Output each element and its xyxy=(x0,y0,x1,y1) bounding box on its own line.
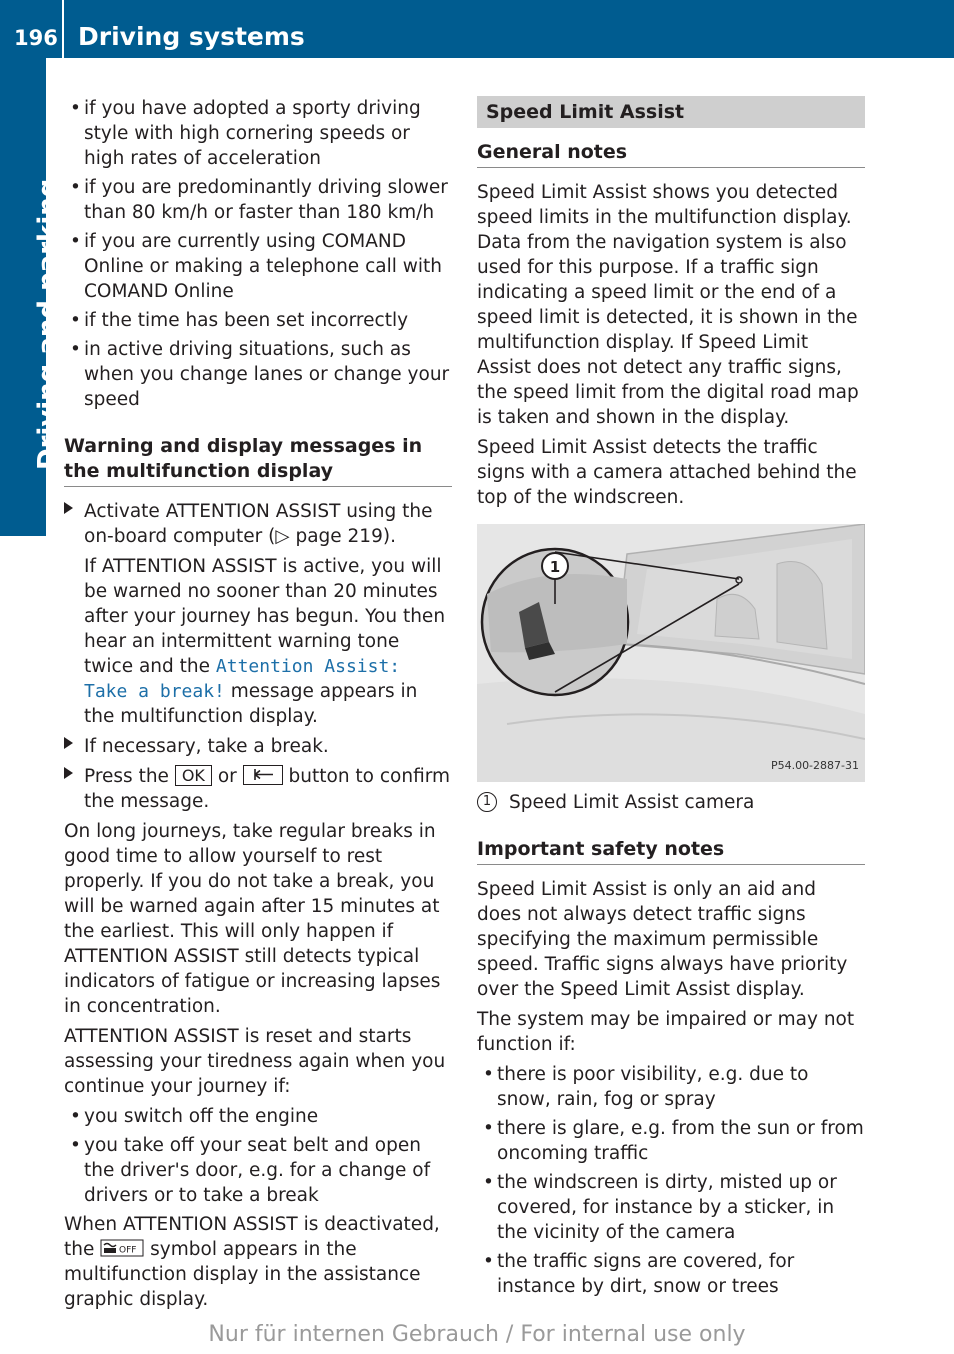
step-arrow-icon xyxy=(64,767,73,779)
list-item: • you take off your seat belt and open the driver's door, e.g. for a change of drivers or to take a break xyxy=(64,1133,452,1208)
figure-caption xyxy=(477,790,865,815)
step-item xyxy=(64,499,452,729)
list-item: • if the time has been set incorrectly xyxy=(64,308,452,333)
warning-heading: Warning and display messages in the multifunction display xyxy=(64,434,452,487)
svg-text:1: 1 xyxy=(549,558,561,576)
general-notes-paragraph: Speed Limit Assist shows you detected speed limits in the multifunction display. Data from the navigation system is also used for this purpose. If a traffic sign indicating a speed limit or the end of a speed limit is detected, it is shown in the multifunction display. If Speed Limit Assist does not detect any traffic signs, the speed limit from the digital road map is taken and shown in the display. xyxy=(477,182,859,428)
step3-before: Press the xyxy=(84,766,169,787)
windscreen-camera-illustration xyxy=(477,524,865,782)
display-message: Attention Assist: Take a break! xyxy=(84,656,401,702)
impairment-paragraph: The system may be impaired or may not function if: xyxy=(477,1009,855,1055)
step-list xyxy=(64,499,452,814)
header-bar xyxy=(0,0,954,58)
svg-text:OFF: OFF xyxy=(119,1245,137,1256)
step-item xyxy=(64,764,452,814)
step-detail xyxy=(84,554,452,729)
list-item: • if you are currently using COMAND Online or making a telephone call with COMAND Online xyxy=(64,229,452,304)
list-item: • in active driving situations, such as when you change lanes or change your speed xyxy=(64,337,452,412)
step-detail-text-after: message appears in the multifunction display. xyxy=(84,681,418,727)
step-detail-text: If ATTENTION ASSIST is active, you will be warned no sooner than 20 minutes after your journey has begun. You then hear an intermittent warning tone twice and the xyxy=(84,556,446,677)
deactivated-text: When ATTENTION ASSIST is deactivated, the xyxy=(64,1214,440,1260)
footer-watermark: Nur für internen Gebrauch / For internal use only xyxy=(208,1322,746,1347)
reset-paragraph: ATTENTION ASSIST is reset and starts assessing your tiredness again when you continue your journey if: xyxy=(64,1026,446,1097)
right-column xyxy=(477,96,865,1303)
step-text xyxy=(84,764,452,814)
ok-key-icon: OK xyxy=(175,765,212,786)
attention-assist-off-icon xyxy=(100,1238,144,1258)
list-item: • you switch off the engine xyxy=(64,1104,452,1129)
caption-text: Speed Limit Assist camera xyxy=(509,792,755,813)
step-item xyxy=(64,734,452,759)
step3-after: button to confirm the message. xyxy=(84,766,451,812)
list-item: • there is glare, e.g. from the sun or from oncoming traffic xyxy=(477,1116,865,1166)
step3-or: or xyxy=(217,766,237,787)
list-item: • there is poor visibility, e.g. due to snow, rain, fog or spray xyxy=(477,1062,865,1112)
impairment-bullet-list xyxy=(477,1062,865,1299)
reset-bullet-list xyxy=(64,1104,452,1208)
side-tab-label: Driving and parking xyxy=(33,178,63,470)
list-item: • the windscreen is dirty, misted up or covered, for instance by a sticker, in the vicinity of the camera xyxy=(477,1170,865,1245)
section-title: Speed Limit Assist xyxy=(477,96,865,128)
list-item: • the traffic signs are covered, for instance by dirt, snow or trees xyxy=(477,1249,865,1299)
list-item: • if you are predominantly driving slower than 80 km/h or faster than 180 km/h xyxy=(64,175,452,225)
deactivated-paragraph xyxy=(64,1212,452,1312)
deactivated-text-after: symbol appears in the multifunction display in the assistance graphic display. xyxy=(64,1239,421,1310)
long-journeys-paragraph: On long journeys, take regular breaks in good time to allow yourself to rest properly. If you do not take a break, you will be warned again after 15 minutes at the earliest. This will only happen if ATTENTION ASSIST still detects typical indicators of fatigue or increasing lapses in concentration. xyxy=(64,821,441,1017)
step-text: Activate ATTENTION ASSIST using the on-board computer (▷ page 219). xyxy=(84,501,433,547)
intro-bullet-list xyxy=(64,96,452,412)
camera-paragraph: Speed Limit Assist detects the traffic signs with a camera attached behind the top of the windscreen. xyxy=(477,437,857,508)
step-text: If necessary, take a break. xyxy=(84,736,329,757)
general-notes-heading: General notes xyxy=(477,140,865,168)
header-divider xyxy=(62,0,64,58)
step-arrow-icon xyxy=(64,502,73,514)
left-column xyxy=(64,96,452,1317)
figure-code: P54.00-2887-31 xyxy=(770,759,859,772)
callout-number-icon: 1 xyxy=(477,792,497,812)
safety-paragraph: Speed Limit Assist is only an aid and does not always detect traffic signs specifying the maximum permissible speed. Traffic signs always have priority over the Speed Limit Assist display. xyxy=(477,879,848,1000)
page-title: Driving systems xyxy=(78,22,305,51)
step-arrow-icon xyxy=(64,737,73,749)
back-key-icon xyxy=(243,765,283,785)
camera-figure xyxy=(477,524,865,782)
page-number: 196 xyxy=(14,26,58,50)
list-item: • if you have adopted a sporty driving style with high cornering speeds or high rates of acceleration xyxy=(64,96,452,171)
safety-notes-heading: Important safety notes xyxy=(477,837,865,865)
